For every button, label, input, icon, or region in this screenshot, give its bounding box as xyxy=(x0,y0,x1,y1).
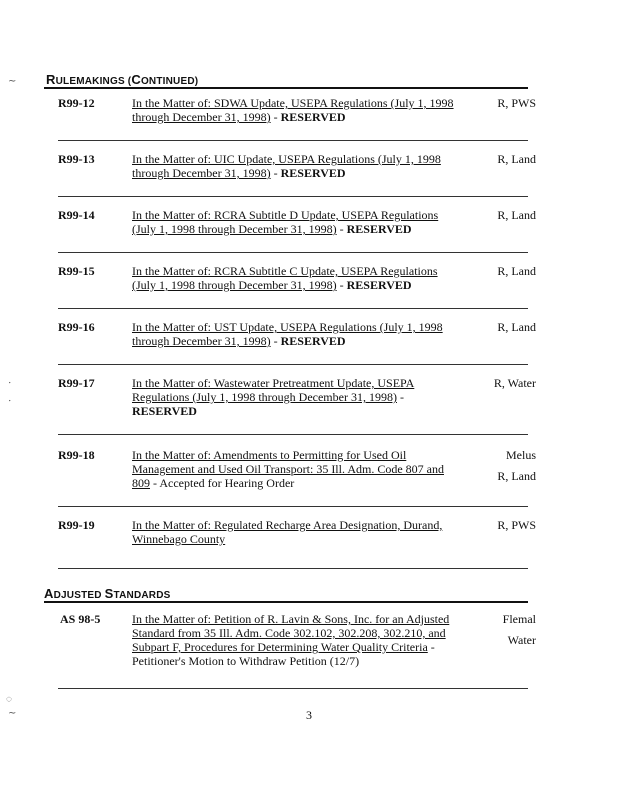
category-column xyxy=(466,448,536,490)
matter-status: RESERVED xyxy=(346,278,412,292)
matter-description xyxy=(132,376,462,418)
page-number: 3 xyxy=(306,708,312,722)
matter-description xyxy=(132,208,462,236)
category-column xyxy=(466,152,536,173)
row-divider xyxy=(58,308,528,309)
matter-description xyxy=(132,264,462,292)
matter-description xyxy=(132,518,462,546)
category-column xyxy=(466,612,536,654)
category-column xyxy=(466,376,536,397)
docket-number: R99-15 xyxy=(58,264,95,278)
row-divider xyxy=(58,434,528,435)
category-label: Flemal xyxy=(502,612,536,626)
docket-number: R99-13 xyxy=(58,152,95,166)
matter-title: In the Matter of: Wastewater Pretreatment Update, USEPA Regulations (July 1, 1998 through December 31, 1998) xyxy=(132,376,415,404)
docket-number: R99-16 xyxy=(58,320,95,334)
category-column xyxy=(466,518,536,539)
scan-artifact: ⋅ xyxy=(8,396,12,407)
matter-title: In the Matter of: SDWA Update, USEPA Regulations (July 1, 1998 through December 31, 1998) xyxy=(132,96,454,124)
matter-status: Petitioner's Motion to Withdraw Petition (12/7) xyxy=(132,654,360,668)
rulemakings-heading: RULEMAKINGS (CONTINUED) xyxy=(46,72,199,87)
matter-separator: - xyxy=(396,390,404,404)
category-column xyxy=(466,320,536,341)
scan-artifact: ∼ xyxy=(8,76,17,87)
matter-separator: - xyxy=(427,640,435,654)
matter-separator: - xyxy=(336,278,347,292)
matter-separator: - xyxy=(270,166,281,180)
matter-separator: - xyxy=(270,334,281,348)
row-divider xyxy=(58,568,528,569)
category-label: R, Land xyxy=(497,469,536,483)
category-label: R, PWS xyxy=(497,96,536,110)
matter-title: In the Matter of: Petition of R. Lavin & Sons, Inc. for an Adjusted Standard from 35 Ill. Adm. Code 302.102, 302.208, 302.210, and Subpart F, Procedures for Determining Water Quality Criteria xyxy=(132,612,450,654)
adjusted-standards-heading: ADJUSTED STANDARDS xyxy=(44,586,171,601)
row-divider xyxy=(58,140,528,141)
matter-description xyxy=(132,448,462,490)
matter-status: RESERVED xyxy=(280,166,346,180)
row-divider xyxy=(58,506,528,507)
matter-status: RESERVED xyxy=(280,334,346,348)
docket-number: R99-19 xyxy=(58,518,95,532)
matter-title: In the Matter of: UIC Update, USEPA Regulations (July 1, 1998 through December 31, 1998) xyxy=(132,152,441,180)
docket-number: R99-18 xyxy=(58,448,95,462)
category-label: R, Land xyxy=(497,320,536,334)
category-label: Water xyxy=(507,633,536,647)
matter-description xyxy=(132,152,462,180)
category-label: Melus xyxy=(506,448,536,462)
matter-status: Accepted for Hearing Order xyxy=(159,476,295,490)
matter-description xyxy=(132,96,462,124)
docket-number: AS 98-5 xyxy=(60,612,101,626)
docket-number: R99-17 xyxy=(58,376,95,390)
rulemakings-heading-rule xyxy=(44,87,528,89)
docket-number: R99-12 xyxy=(58,96,95,110)
category-label: R, Land xyxy=(497,208,536,222)
matter-title: In the Matter of: RCRA Subtitle D Update, USEPA Regulations (July 1, 1998 through December 31, 1998) xyxy=(132,208,439,236)
matter-separator: - xyxy=(150,476,160,490)
category-label: R, Land xyxy=(497,152,536,166)
category-column xyxy=(466,264,536,285)
category-column xyxy=(466,96,536,117)
row-divider xyxy=(58,688,528,689)
category-label: R, Land xyxy=(497,264,536,278)
row-divider xyxy=(58,252,528,253)
matter-title: In the Matter of: Amendments to Permitting for Used Oil Management and Used Oil Transport: 35 Ill. Adm. Code 807 and 809 xyxy=(132,448,444,490)
category-label: R, Water xyxy=(493,376,536,390)
row-divider xyxy=(58,364,528,365)
matter-title: In the Matter of: RCRA Subtitle C Update, USEPA Regulations (July 1, 1998 through December 31, 1998) xyxy=(132,264,438,292)
scan-artifact: ◌ xyxy=(6,694,12,705)
matter-separator: - xyxy=(270,110,281,124)
docket-number: R99-14 xyxy=(58,208,95,222)
row-divider xyxy=(58,196,528,197)
scan-artifact: ⋅ xyxy=(8,378,12,389)
matter-title: In the Matter of: Regulated Recharge Area Designation, Durand, Winnebago County xyxy=(132,518,443,546)
matter-description xyxy=(132,612,462,668)
matter-status: RESERVED xyxy=(132,404,197,418)
matter-description xyxy=(132,320,462,348)
category-label: R, PWS xyxy=(497,518,536,532)
adjusted-standards-heading-rule xyxy=(44,601,528,603)
matter-status: RESERVED xyxy=(346,222,412,236)
matter-status: RESERVED xyxy=(280,110,346,124)
category-column xyxy=(466,208,536,229)
matter-title: In the Matter of: UST Update, USEPA Regulations (July 1, 1998 through December 31, 1998) xyxy=(132,320,443,348)
matter-separator: - xyxy=(336,222,347,236)
scan-artifact: ∼ xyxy=(8,708,17,719)
